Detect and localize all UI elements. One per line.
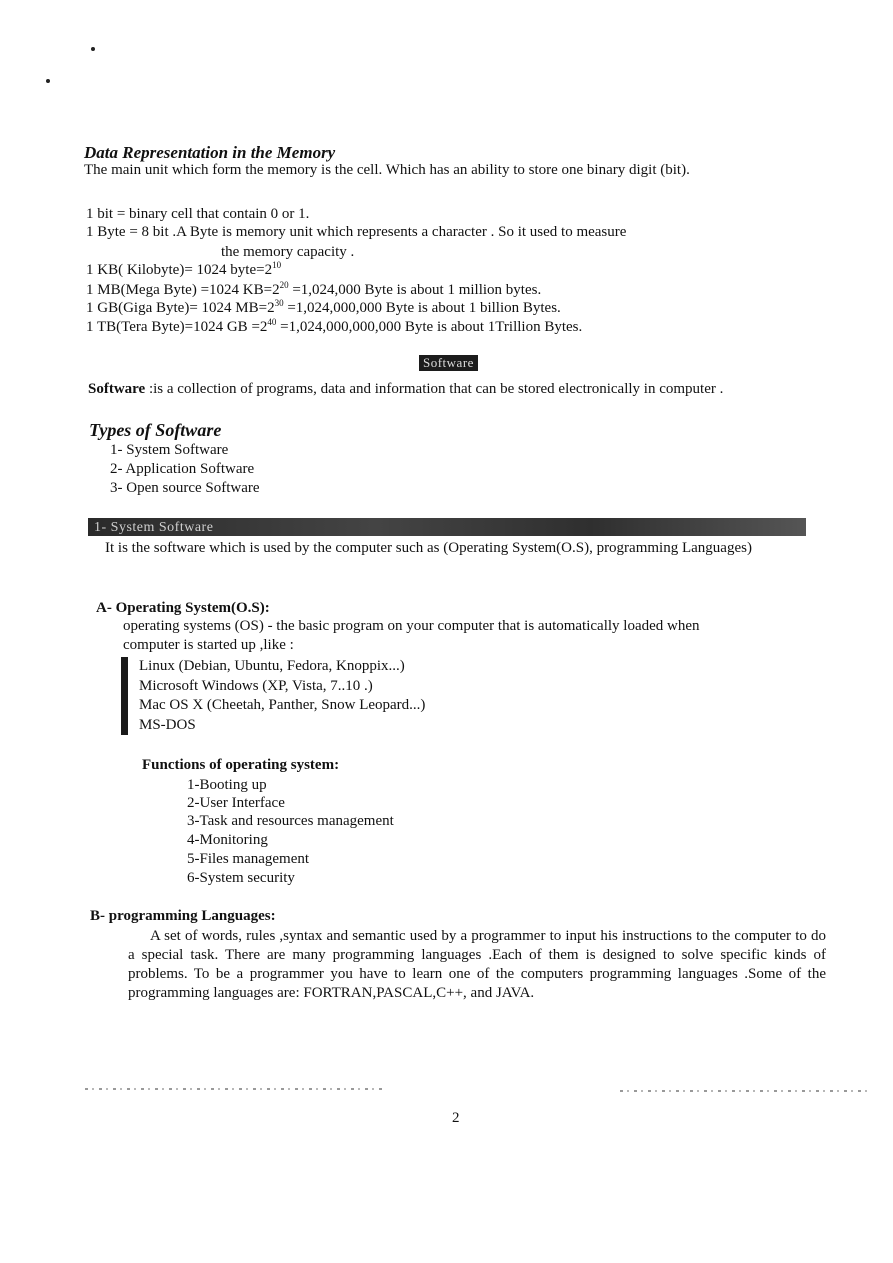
scan-mark	[46, 79, 50, 83]
software-term: Software	[88, 381, 146, 397]
unit-gb-exp: 30	[274, 298, 284, 308]
function-item: 2-User Interface	[187, 795, 285, 811]
os-description-cont: computer is started up ,like :	[123, 637, 294, 653]
programming-heading: B- programming Languages:	[90, 908, 276, 924]
os-example: Mac OS X (Cheetah, Panther, Snow Leopard...)	[139, 697, 426, 713]
system-software-description: It is the software which is used by the computer such as (Operating System(O.S), programming Languages)	[105, 540, 752, 556]
section-title: Data Representation in the Memory	[84, 143, 336, 162]
unit-tb-exp: 40	[267, 317, 277, 327]
scan-noise	[620, 1090, 870, 1092]
page-number: 2	[452, 1110, 460, 1126]
unit-kb	[86, 261, 281, 280]
unit-tb	[86, 318, 582, 337]
types-item: 3- Open source Software	[110, 480, 260, 496]
scan-mark	[91, 47, 95, 51]
unit-byte-cont: the memory capacity .	[221, 244, 355, 260]
os-heading: A- Operating System(O.S):	[96, 600, 270, 616]
function-item: 5-Files management	[187, 851, 310, 867]
software-definition-text: :is a collection of programs, data and information that can be stored electronically in computer .	[145, 381, 724, 397]
intro-text: The main unit which form the memory is the cell. Which has an ability to store one binary digit (bit).	[84, 162, 690, 178]
function-item: 4-Monitoring	[187, 832, 268, 848]
software-badge: Software	[419, 355, 478, 371]
unit-kb-text: 1 KB( Kilobyte)= 1024 byte=2	[86, 262, 273, 278]
types-item: 1- System Software	[110, 442, 229, 458]
unit-tb-note: =1,024,000,000,000 Byte is about 1Trillion Bytes.	[276, 319, 583, 335]
unit-bit: 1 bit = binary cell that contain 0 or 1.	[86, 206, 310, 222]
function-item: 6-System security	[187, 870, 295, 886]
unit-mb-note: =1,024,000 Byte is about 1 million bytes.	[288, 282, 542, 298]
types-title: Types of Software	[89, 420, 222, 440]
function-item: 1-Booting up	[187, 777, 267, 793]
os-example: MS-DOS	[139, 717, 196, 733]
os-example: Microsoft Windows (XP, Vista, 7..10 .)	[139, 678, 373, 694]
function-item: 3-Task and resources management	[187, 813, 394, 829]
unit-gb-text: 1 GB(Giga Byte)= 1024 MB=2	[86, 300, 275, 316]
system-software-banner-text: 1- System Software	[94, 520, 214, 535]
unit-kb-exp: 10	[272, 260, 282, 270]
unit-mb	[86, 281, 541, 300]
unit-tb-text: 1 TB(Tera Byte)=1024 GB =2	[86, 319, 268, 335]
os-example: Linux (Debian, Ubuntu, Fedora, Knoppix...)	[139, 658, 405, 674]
os-description: operating systems (OS) - the basic program on your computer that is automatically loaded when	[123, 618, 700, 634]
unit-mb-text: 1 MB(Mega Byte) =1024 KB=2	[86, 282, 280, 298]
unit-byte: 1 Byte = 8 bit .A Byte is memory unit which represents a character . So it used to measure	[86, 224, 627, 240]
scan-noise	[85, 1088, 385, 1090]
unit-gb	[86, 299, 561, 318]
unit-gb-note: =1,024,000,000 Byte is about 1 billion Bytes.	[283, 300, 561, 316]
system-software-banner	[88, 518, 806, 536]
software-definition	[88, 380, 723, 399]
types-item: 2- Application Software	[110, 461, 255, 477]
functions-heading: Functions of operating system:	[142, 757, 340, 773]
programming-paragraph: A set of words, rules ,syntax and semantic used by a programmer to input his instructions to the computer to do a special task. There are many programming languages .Each of them is designed to solve specific kinds of problems. To be a programmer you have to learn one of the computers programming languages .Some of the programming languages are: FORTRAN,PASCAL,C++, and JAVA.	[128, 928, 826, 1001]
bullet-bar	[121, 657, 128, 735]
unit-mb-exp: 20	[279, 280, 289, 290]
